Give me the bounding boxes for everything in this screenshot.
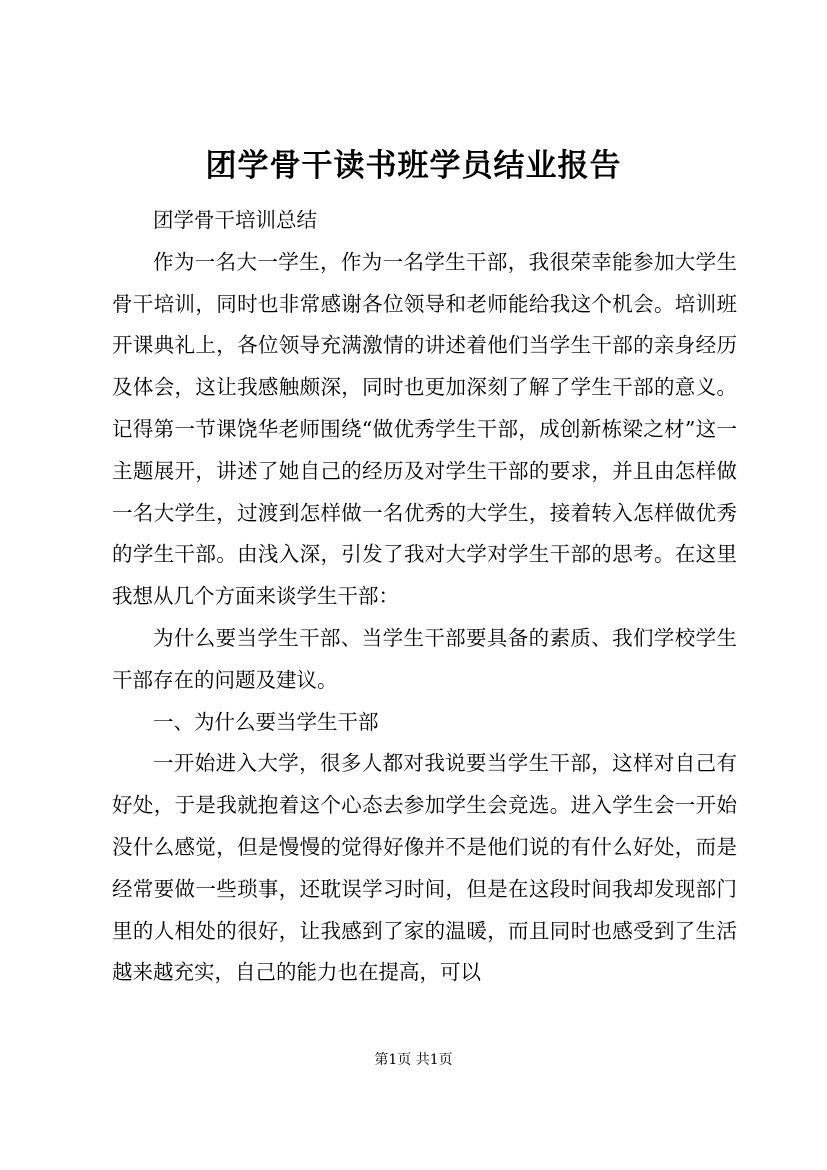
paragraph-subtitle: 团学骨干培训总结 bbox=[153, 208, 317, 232]
paragraph-intro: 作为一名大一学生，作为一名学生干部，我很荣幸能参加大学生骨干培训，同时也非常感谢各位领导和老师能给我这个机会。培训班开课典礼上，各位领导充满激情的讲述着他们当学生干部的亲身经历及体会，这让我感触颇深，同时也更加深刻了解了学生干部的意义。记得第一节课饶华老师围绕“做优秀学生干部，成创新栋梁之材”这一主题展开，讲述了她自己的经历及对学生干部的要求，并且由怎样做一名大学生，过渡到怎样做一名优秀的大学生，接着转入怎样做优秀的学生干部。由浅入深，引发了我对大学对学生干部的思考。在这里我想从几个方面来谈学生干部： bbox=[112, 249, 737, 609]
paragraph-section-one: 一开始进入大学，很多人都对我说要当学生干部，这样对自己有好处，于是我就抱着这个心态去参加学生会竞选。进入学生会一开始没什么感觉，但是慢慢的觉得好像并不是他们说的有什么好处，而是经常要做一些琐事，还耽误学习时间，但是在这段时间我却发现部门里的人相处的很好，让我感到了家的温暖，而且同时也感受到了生活越来越充实，自己的能力也在提高，可以 bbox=[112, 751, 737, 985]
section-heading: 一、为什么要当学生干部 bbox=[153, 709, 379, 734]
page-title: 团学骨干读书班学员结业报告 bbox=[205, 148, 622, 184]
document-body bbox=[112, 200, 737, 994]
page-footer: 第1页 共1页 bbox=[374, 1052, 453, 1068]
paragraph-topics: 为什么要当学生干部、当学生干部要具备的素质、我们学校学生干部存在的问题及建议。 bbox=[112, 625, 737, 692]
